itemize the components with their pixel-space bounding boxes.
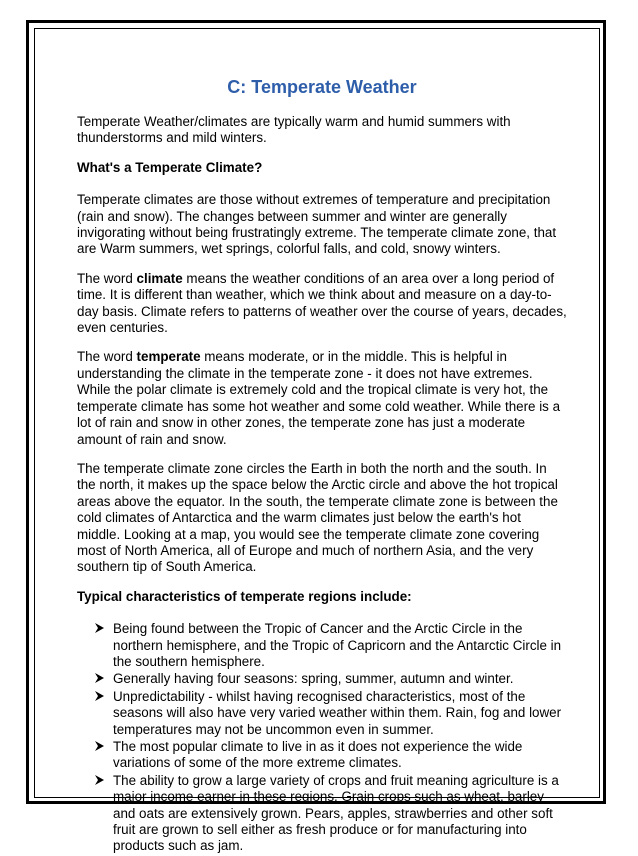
section-heading-temperate-climate: What's a Temperate Climate? <box>77 159 263 175</box>
bold-term-temperate: temperate <box>136 349 201 365</box>
list-item <box>113 773 567 855</box>
paragraph-climate <box>77 271 567 337</box>
paragraph-temperate <box>77 349 567 447</box>
arrowhead-bullet-icon <box>94 689 106 703</box>
list-item <box>113 621 567 670</box>
document-body <box>77 76 567 856</box>
list-item-text: The most popular climate to live in as it does not experience the wide variations of some of the more extreme climates. <box>113 739 523 771</box>
text-run: The word <box>77 270 137 286</box>
bold-term-climate: climate <box>136 270 183 286</box>
list-item-text: Unpredictability - whilst having recognised characteristics, most of the seasons will also have very varied weather within them. Rain, fog and lower temperatures may not be uncommon even in summer. <box>113 688 562 737</box>
text-run: means moderate, or in the middle. This is helpful in understanding the climate in the temperate zone - it does not have extremes. While the polar climate is extremely cold and the tropical climate is very hot, the temperate climate has some hot weather and some cold weather. While there is a lot of rain and snow in other zones, the temperate zone has just a moderate amount of rain and snow. <box>77 349 561 447</box>
characteristics-list <box>77 621 567 855</box>
list-item <box>113 671 567 687</box>
document-title: C: Temperate Weather <box>227 77 417 97</box>
list-item-text: The ability to grow a large variety of crops and fruit meaning agriculture is a major income earner in these regions. Grain crops such as wheat, barley and oats are extensively grown. Pears, apples, strawberries and other soft fruit are grown to sell either as fresh produce or for manufacturing into products such as jam. <box>113 772 559 854</box>
text-run: means the weather conditions of an area over a long period of time. It is different than weather, which we think about and measure on a day-to-day basis. Climate refers to patterns of weather over the course of years, decades, even centuries. <box>77 270 567 336</box>
section-heading-characteristics: Typical characteristics of temperate regions include: <box>77 588 412 604</box>
list-item-text: Being found between the Tropic of Cancer and the Arctic Circle in the northern hemisphere, and the Tropic of Capricorn and the Antarctic Circle in the southern hemisphere. <box>113 621 562 669</box>
list-item <box>113 739 567 772</box>
paragraph-zone-location: The temperate climate zone circles the Earth in both the north and the south. In the north, it makes up the space below the Arctic circle and above the hot tropical areas above the equator. In the south, the temperate climate zone is between the cold climates of Antarctica and the warm climates just below the earth's hot middle. Looking at a map, you would see the temperate climate zone covering most of North America, all of Europe and much of northern Asia, and the very southern tip of South America. <box>77 460 558 575</box>
intro-paragraph: Temperate Weather/climates are typically warm and humid summers with thunderstorms and mild winters. <box>77 114 511 146</box>
list-item <box>113 689 567 738</box>
paragraph-definition: Temperate climates are those without extremes of temperature and precipitation (rain and snow). The changes between summer and winter are generally invigorating without being frustratingly extreme. The temperate climate zone, that are Warm summers, wet springs, colorful falls, and cold, snowy winters. <box>77 192 557 257</box>
text-run: The word <box>77 349 137 365</box>
list-item-text: Generally having four seasons: spring, summer, autumn and winter. <box>113 671 514 687</box>
arrowhead-bullet-icon <box>94 621 106 635</box>
arrowhead-bullet-icon <box>94 773 106 787</box>
arrowhead-bullet-icon <box>94 739 106 753</box>
arrowhead-bullet-icon <box>94 671 106 685</box>
